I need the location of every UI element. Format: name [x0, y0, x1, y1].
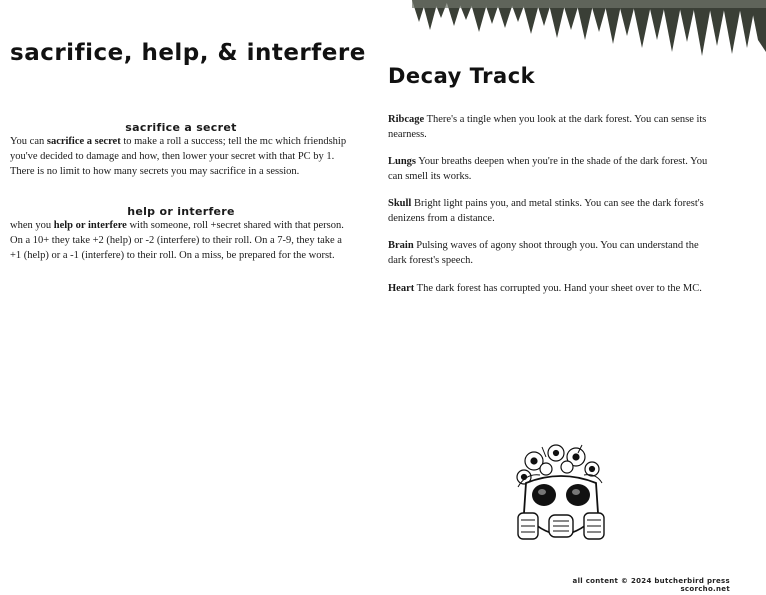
sacrifice-paragraph: You can sacrifice a secret to make a roll a success; tell the mc which friendship you've decided to damage and how, then lower your secret with that PC by 1. There is no limit to how many secrets you may sacrifice in a session. — [10, 136, 347, 177]
sacrifice-term: sacrifice a secret — [46, 136, 121, 147]
copyright-line: all content © 2024 butcherbird press — [572, 577, 730, 585]
sacrifice-heading: sacrifice a secret — [125, 121, 237, 134]
decay-item-brain: Brain Pulsing waves of agony shoot through you. You can understand the dark forest's speech. — [388, 240, 699, 266]
help-heading: help or interfere — [127, 205, 235, 218]
website-line: scorcho.net — [680, 585, 730, 593]
decay-item-ribcage: Ribcage There's a tingle when you look at the dark forest. You can sense its nearness. — [388, 114, 707, 140]
pine-forest-illustration — [412, 0, 766, 60]
credits-footer — [573, 577, 730, 593]
decay-track-title: Decay Track — [388, 64, 536, 88]
decay-item-heart: Heart The dark forest has corrupted you. Hand your sheet over to the MC. — [388, 283, 702, 294]
help-term: help or interfere — [53, 220, 127, 231]
decay-item-lungs: Lungs Your breaths deepen when you're in the shade of the dark forest. You can smell its works. — [388, 156, 708, 182]
left-page-title: sacrifice, help, & interfere — [10, 40, 366, 66]
help-paragraph: when you help or interfere with someone, roll +secret shared with that person. On a 10+ they take +2 (help) or -2 (interfere) to their roll. On a 7-9, they take a +1 (help) or a -1 (interfere) to their roll. On a miss, be prepared for the worst. — [10, 220, 344, 261]
decay-item-skull: Skull Bright light pains you, and metal stinks. You can see the dark forest's denizens from a distance. — [388, 198, 704, 224]
gas-mask-illustration — [512, 443, 610, 549]
